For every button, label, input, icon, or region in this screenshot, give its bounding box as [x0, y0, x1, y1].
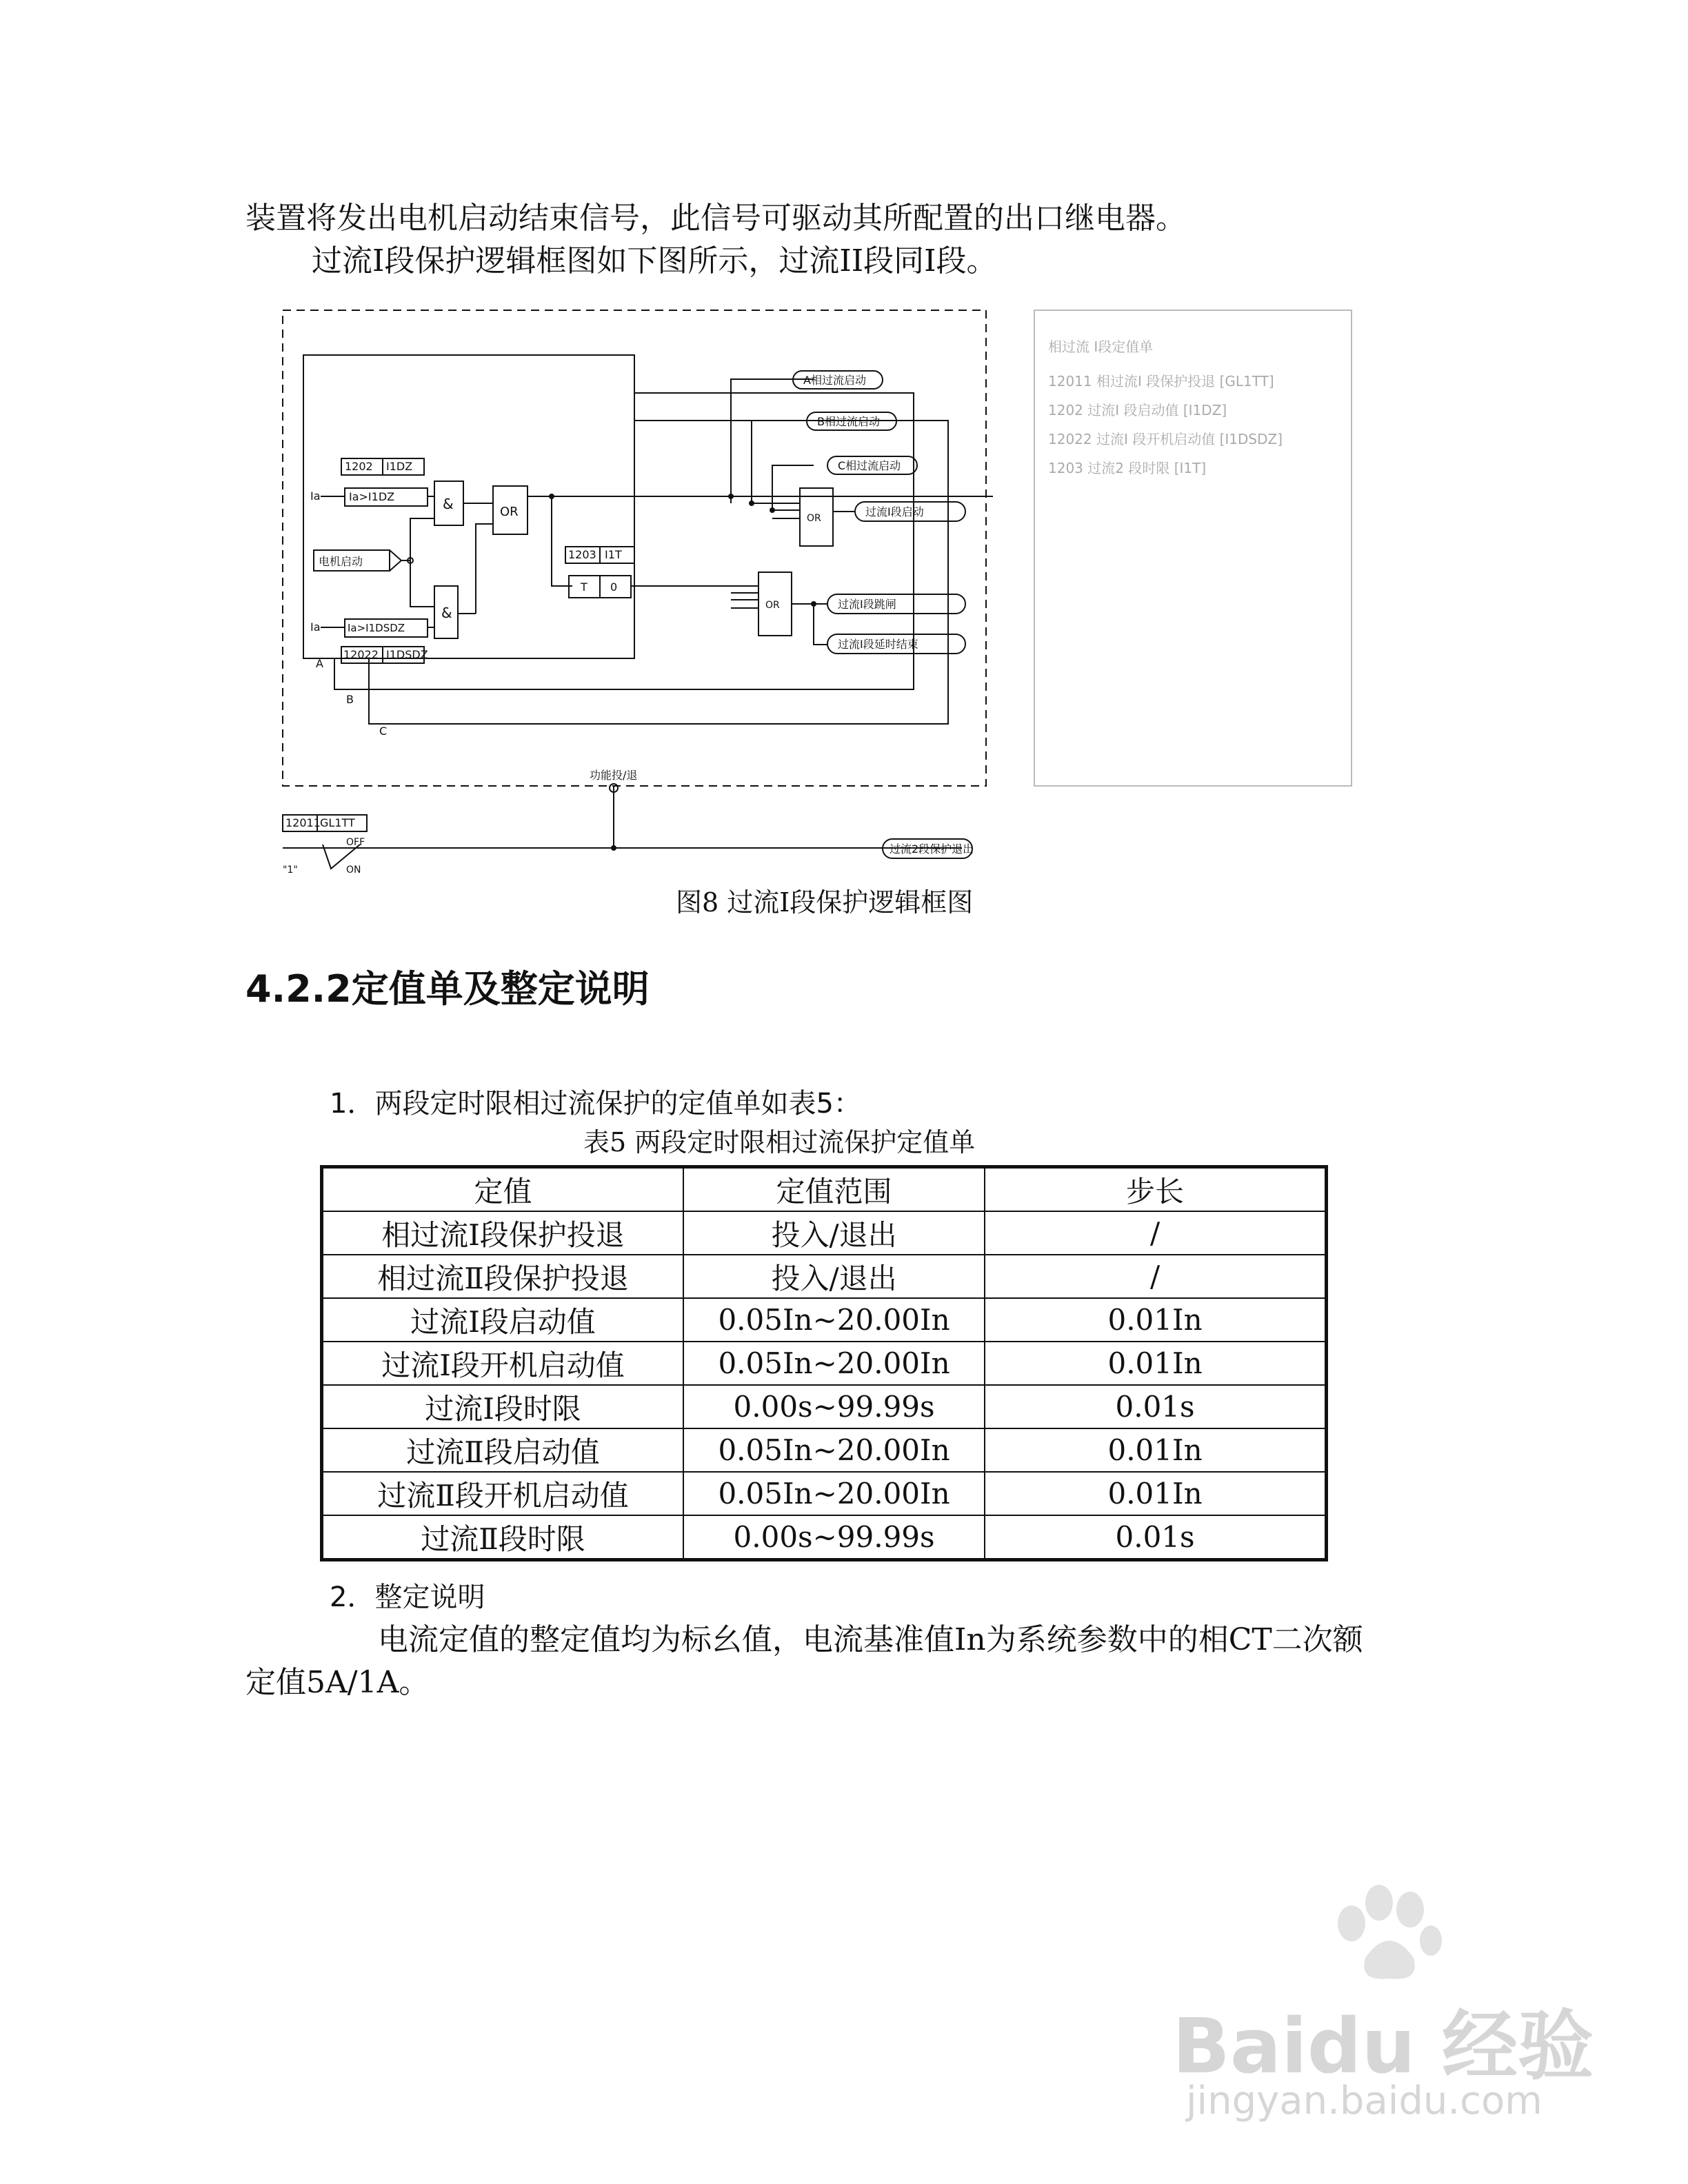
box-i1dsdz: I1DSDZ	[386, 648, 428, 661]
box-1203: 1203	[568, 548, 596, 561]
table-cell: 0.01In	[985, 1428, 1326, 1472]
output-start: 过流I段启动	[865, 505, 924, 518]
table-cell: 相过流Ⅰ段保护投退	[322, 1211, 684, 1255]
func-switch: 功能投/退	[590, 769, 638, 782]
and-2: &	[441, 605, 452, 621]
phase-a-label: A	[316, 657, 323, 670]
col-header: 步长	[985, 1167, 1326, 1212]
table-row	[322, 1211, 1327, 1255]
or-1: OR	[500, 505, 519, 519]
figure-caption: 图8 过流I段保护逻辑框图	[676, 887, 974, 918]
table-cell: 0.01In	[985, 1298, 1326, 1342]
side-item-1: 12011 相过流I 段保护投退 [GL1TT]	[1048, 373, 1274, 390]
table-cell: 0.01s	[985, 1515, 1326, 1560]
timer-t: T	[581, 580, 587, 594]
table-cell: 过流Ⅰ段开机启动值	[322, 1342, 684, 1385]
table-row	[322, 1472, 1327, 1515]
table-cell: 投入/退出	[683, 1255, 985, 1298]
table-header-row	[322, 1167, 1327, 1212]
table-cell: 投入/退出	[683, 1211, 985, 1255]
intro-line-1: 装置将发出电机启动结束信号，此信号可驱动其所配置的出口继电器。	[245, 201, 1186, 236]
table-row	[322, 1255, 1327, 1298]
table-cell: 过流Ⅱ段时限	[322, 1515, 684, 1560]
output-delay-end: 过流I段延时结束	[838, 638, 918, 651]
table-cell: 过流Ⅰ段启动值	[322, 1298, 684, 1342]
switch-off: OFF	[346, 837, 365, 848]
box-i1t: I1T	[605, 548, 622, 561]
table-row	[322, 1298, 1327, 1342]
output-a: A相过流启动	[803, 374, 866, 387]
watermark-brand: Baidu 经验	[1172, 2002, 1594, 2090]
output-b: B相过流启动	[817, 415, 880, 428]
output-trip: 过流I段跳闸	[838, 598, 896, 611]
table-cell: 0.05In~20.00In	[683, 1428, 985, 1472]
timer-0: 0	[610, 580, 618, 594]
phase-b-label: B	[346, 693, 354, 706]
side-item-4: 1203 过流2 段时限 [I1T]	[1048, 460, 1207, 476]
side-panel-title: 相过流 I段定值单	[1048, 338, 1154, 355]
table-cell: 0.05In~20.00In	[683, 1342, 985, 1385]
table-row	[322, 1342, 1327, 1385]
table-cell: 0.01In	[985, 1342, 1326, 1385]
watermark-url: jingyan.baidu.com	[1186, 2079, 1543, 2123]
table-cell: 过流Ⅱ段启动值	[322, 1428, 684, 1472]
table-row	[322, 1385, 1327, 1428]
intro-line-2: 过流I段保护逻辑框图如下图所示，过流II段同I段。	[312, 243, 997, 279]
note-line-2: 定值5A/1A。	[245, 1665, 430, 1700]
table-cell: 0.05In~20.00In	[683, 1298, 985, 1342]
box-gl1tt: GL1TT	[320, 816, 355, 829]
table-row	[322, 1428, 1327, 1472]
box-12011: 12011	[285, 816, 321, 829]
table-cell: /	[985, 1211, 1326, 1255]
ia-2: Ia	[310, 620, 321, 634]
table-cell: 相过流Ⅱ段保护投退	[322, 1255, 684, 1298]
section-heading: 4.2.2定值单及整定说明	[245, 967, 650, 1011]
switch-one: "1"	[283, 865, 298, 876]
motor-start: 电机启动	[319, 555, 363, 568]
table-cell: 0.00s~99.99s	[683, 1515, 985, 1560]
col-header: 定值范围	[683, 1167, 985, 1212]
table-cell: 过流Ⅱ段开机启动值	[322, 1472, 684, 1515]
phase-c-label: C	[379, 725, 388, 738]
ia-1: Ia	[310, 489, 321, 503]
and-1: &	[443, 496, 454, 512]
side-item-3: 12022 过流I 段开机启动值 [I1DSDZ]	[1048, 431, 1283, 447]
table-cell: 过流Ⅰ段时限	[322, 1385, 684, 1428]
table-cell: 0.01In	[985, 1472, 1326, 1515]
cmp-2: Ia>I1DSDZ	[348, 622, 405, 634]
box-i1dz: I1DZ	[386, 460, 413, 473]
paw-logo-icon	[1324, 1882, 1448, 1985]
item-2: 2．整定说明	[330, 1581, 485, 1613]
table-cell: 0.00s~99.99s	[683, 1385, 985, 1428]
table-cell: 0.05In~20.00In	[683, 1472, 985, 1515]
switch-on: ON	[346, 865, 361, 876]
table-caption: 表5 两段定时限相过流保护定值单	[583, 1127, 976, 1157]
settings-table	[320, 1165, 1328, 1561]
output-exit: 过流2段保护退出	[890, 842, 974, 856]
col-header: 定值	[322, 1167, 684, 1212]
watermark	[1172, 1958, 1600, 2123]
side-item-2: 1202 过流I 段启动值 [I1DZ]	[1048, 402, 1227, 418]
note-line-1: 电流定值的整定值均为标幺值，电流基准值In为系统参数中的相CT二次额	[378, 1622, 1363, 1657]
cmp-1: Ia>I1DZ	[349, 490, 395, 503]
output-c: C相过流启动	[838, 459, 901, 472]
box-1202: 1202	[345, 460, 373, 473]
item-1: 1．两段定时限相过流保护的定值单如表5：	[330, 1088, 861, 1120]
or-3: OR	[765, 600, 780, 611]
logic-diagram	[262, 296, 1393, 889]
box-12022: 12022	[343, 648, 379, 661]
table-row	[322, 1515, 1327, 1560]
table-cell: 0.01s	[985, 1385, 1326, 1428]
table-cell: /	[985, 1255, 1326, 1298]
or-2: OR	[807, 513, 821, 524]
